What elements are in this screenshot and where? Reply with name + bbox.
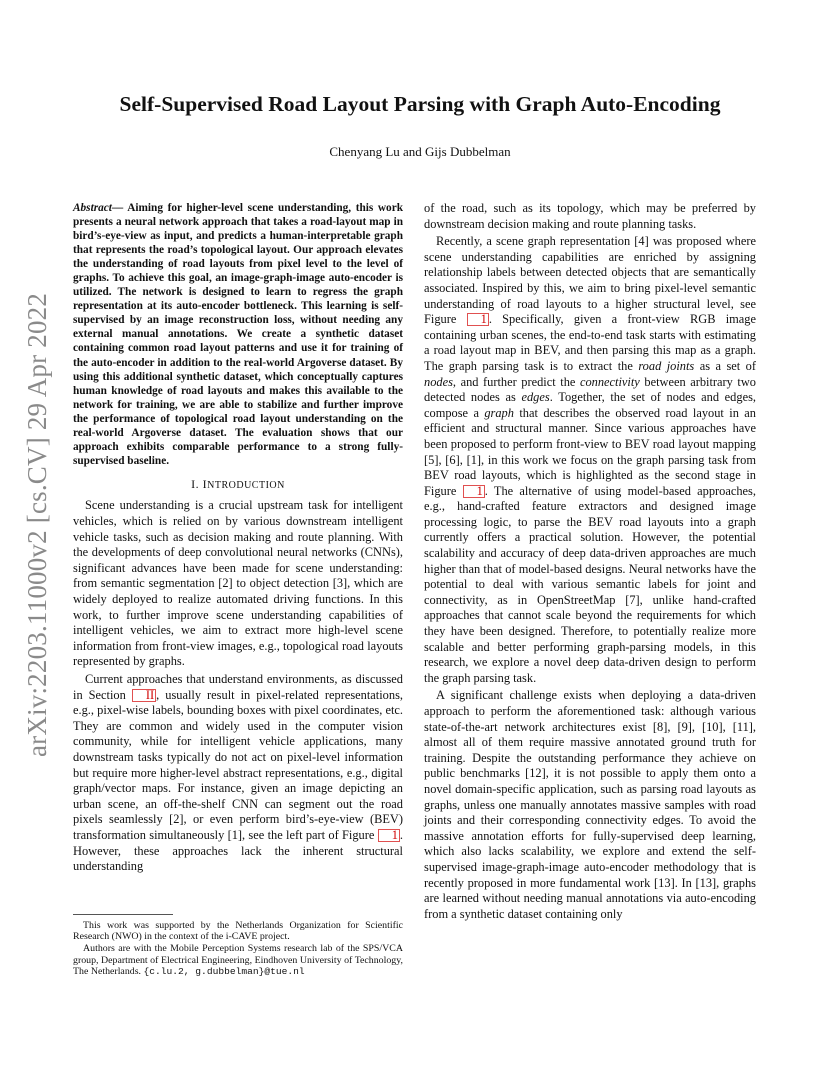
section-title-rest: NTRODUCTION — [207, 479, 285, 491]
paragraph-text: . Specifically, given a front-view RGB image containing urban scenes, the end-to-end task starts with estimating a road layout map in BEV, and then parsing this map as a graph. The graph parsing task is to extract the — [424, 312, 756, 373]
paragraph-text: Current approaches that understand environments, as discussed in Section — [73, 672, 403, 702]
left-column — [73, 201, 403, 877]
abstract-dash: — — [111, 202, 128, 214]
intro-paragraph-1: Scene understanding is a crucial upstream task for intelligent vehicles, which is relied on by various downstream intelligent vehicle tasks, such as decision making and route planning. With the developments of deep convolutional neural networks (CNNs), significant advances have been made for scene understanding: from semantic segmentation [2] to object detection [3], which are widely deployed to realize automated driving functions. In this work, to further improve scene understanding capabilities of intelligent vehicles, we aim to extract more high-level scene information from front-view images, e.g., topological road layouts represented by graphs. — [73, 498, 403, 669]
paragraph-text: Recently, a scene graph representation [4] was proposed where scene understanding capabilities are enriched by assigning relationship labels between detected objects that are semantically associated. Inspired by this, we aim to bring pixel-level semantic understanding of road layouts to a higher structural level, see Figure — [424, 234, 756, 327]
abstract-label: Abstract — [73, 202, 112, 214]
abstract — [73, 201, 403, 468]
intro-paragraph-4: A significant challenge exists when deploying a data-driven approach to perform the aforementioned task: although various state-of-the-art network architectures exist [8], [9], [10], [11], almost all of them require massive annotated ground truth for training. Despite the outstanding performance they achieve on public benchmarks [12], it is not possible to apply them onto a novel domain-specific application, such as parsing road layouts as graphs, unless one manually annotates massive samples with road joints and their corresponding connectivity edges. To avoid the massive annotation efforts for fully-supervised deep learning, which also lacks scalability, we explore and extend the self-supervised image-graph-image auto-encoder methodology that is recently proposed in more fundamental work [13]. In [13], graphs are learned without needing manual annotations via auto-encoding from a synthetic dataset containing only — [424, 688, 756, 921]
footnotes — [73, 920, 403, 978]
intro-paragraph-2 — [73, 672, 403, 875]
emphasis-road-joints: road joints — [638, 358, 695, 373]
abstract-text: Aiming for higher-level scene understanding, this work presents a neural network approach that takes a road-layout map in bird’s-eye-view as input, and predicts a human-interpretable graph that represents the road’s topological layout. Our approach elevates the understanding of road layouts from pixel level to the level of graphs. To achieve this goal, an image-graph-image auto-encoder is utilized. The network is designed to learn to regress the graph representation at its auto-encoder bottleneck. This learning is self-supervised by an image reconstruction loss, without needing any external manual annotations. We create a synthetic dataset containing common road layout patterns and use it for training of the auto-encoder in addition to the real-world Argoverse dataset. By using this additional synthetic dataset, which conceptually captures human knowledge of road layouts and makes this available to the network for training, we are able to stabilize and further improve the performance of topological road layout understanding on the real-world Argoverse dataset. The evaluation shows that our approach exhibits comparable performance to a strong fully-supervised baseline. — [73, 202, 404, 467]
intro-paragraph-3 — [424, 234, 756, 686]
emphasis-nodes: nodes — [424, 374, 453, 389]
paper-authors: Chenyang Lu and Gijs Dubbelman — [329, 144, 511, 159]
figure-link[interactable]: 1 — [463, 485, 485, 498]
arxiv-identifier: arXiv:2203.11000v2 [cs.CV] 29 Apr 2022 — [22, 292, 52, 758]
paragraph-text: . Together, the set of nodes and edges, compose a — [424, 390, 756, 420]
intro-paragraph-continued: of the road, such as its topology, which may be preferred by downstream decision making and route planning tasks. — [424, 201, 756, 231]
footnote-affiliation — [73, 943, 403, 977]
paragraph-text: between arbitrary two detected nodes as — [424, 374, 757, 405]
emphasis-connectivity: connectivity — [579, 374, 640, 389]
paragraph-text: . However, these approaches lack the inherent structural understanding — [73, 827, 403, 874]
figure-link[interactable]: 1 — [378, 829, 400, 842]
paper-title: Self-Supervised Road Layout Parsing with Graph Auto-Encoding — [119, 92, 721, 116]
author-emails: {c.lu.2, g.dubbelman}@tue.nl — [143, 965, 305, 977]
section-heading-introduction — [73, 477, 403, 494]
right-column — [424, 201, 756, 924]
paragraph-text: , and further predict the — [452, 374, 580, 389]
emphasis-edges: edges — [521, 390, 550, 405]
footnote-funding: This work was supported by the Netherlands Organization for Scientific Research (NWO) in the context of the i-CAVE project. — [73, 920, 403, 943]
paragraph-text: . The alternative of using model-based approaches, e.g., hand-crafted feature extractors and designed image processing logic, to parse the BEV road layouts into a graph currently offers a practical solution. However, the potential scalability and accuracy of deep data-driven approaches are much higher than that of model-based designs. Neural networks have the potential to deal with various semantic labels for joint and connectivity, as in OpenStreetMap [7], unlike hand-crafted approaches that cannot scale beyond the requirements for which they have been designed. Therefore, to potentially realize more scalable and better performing graph-parsing models, in this research, we explore a novel deep data-driven design to perform the graph parsing task. — [424, 483, 756, 685]
figure-link[interactable]: 1 — [467, 313, 489, 326]
section-title-initial: I — [202, 476, 208, 491]
emphasis-graph: graph — [484, 405, 514, 420]
affiliation-text: Authors are with the Mobile Perception Systems research lab of the SPS/VCA group, Department of Electrical Engineering, Eindhoven University of Technology, The Netherlands. — [73, 943, 403, 977]
section-link[interactable]: II — [132, 689, 156, 702]
paragraph-text: , usually result in pixel-related representations, e.g., pixel-wise labels, bounding boxes with pixel coordinates, etc. They are common and widely used in the computer vision community, while for intelligent vehicle applications, many downstream tasks typically do not act on pixel-level information but require more higher-level abstract representations, e.g., digital graph/vector maps. For instance, given an image depicting an urban scene, an off-the-shelf CNN can segment out the road pixels seamlessly [2], or even perform bird’s-eye-view (BEV) transformation simultaneously [1], see the left part of Figure — [73, 687, 403, 842]
paragraph-text: that describes the observed road layout in an efficient and structural manner. Since various approaches have been proposed to perform front-view to BEV road layout mapping [5], [6], [1], in this work we focus on the graph parsing task from BEV road layouts, which is highlighted as the second stage in Figure — [424, 405, 756, 498]
paragraph-text: as a set of — [694, 358, 756, 373]
section-number: I. — [191, 476, 203, 491]
footnote-rule — [73, 914, 173, 915]
